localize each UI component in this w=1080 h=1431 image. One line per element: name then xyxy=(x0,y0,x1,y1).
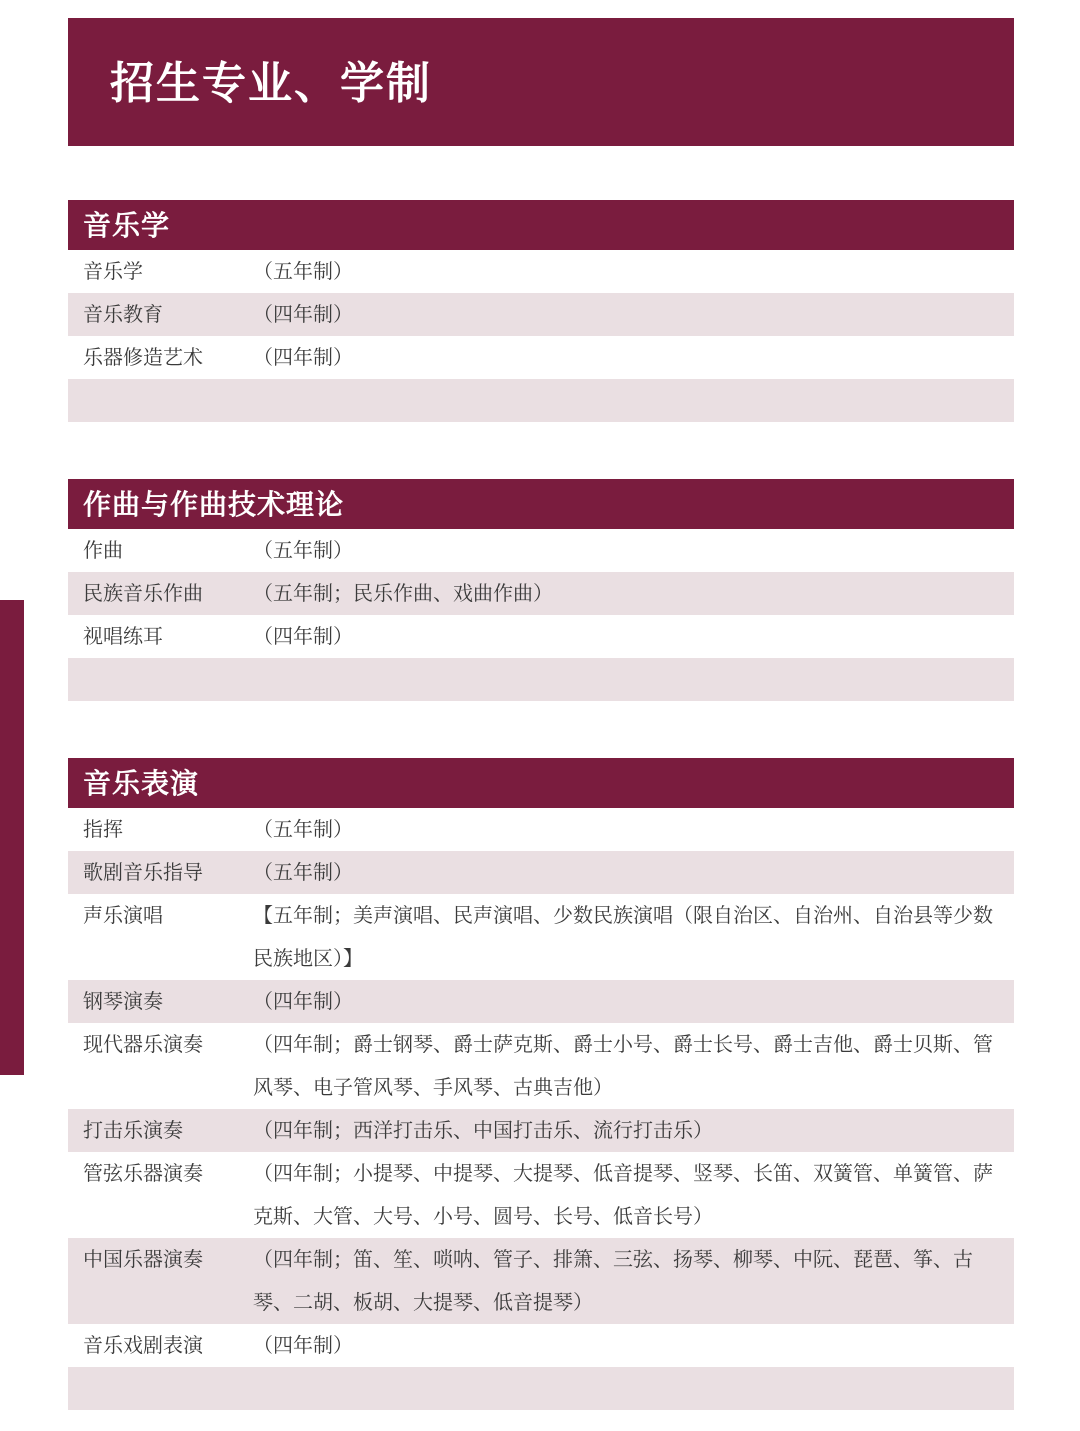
program-name: 打击乐演奏 xyxy=(83,1118,183,1142)
section-title: 作曲与作曲技术理论 xyxy=(68,479,1014,529)
program-duration: （五年制；民乐作曲、戏曲作曲） xyxy=(253,581,553,605)
section-musicology xyxy=(68,200,1014,422)
program-row xyxy=(68,250,1014,293)
program-duration: （四年制） xyxy=(253,302,353,326)
page-title: 招生专业、学制 xyxy=(110,58,432,109)
program-name: 音乐学 xyxy=(83,259,143,283)
program-row xyxy=(68,529,1014,572)
program-name: 歌剧音乐指导 xyxy=(83,860,203,884)
empty-row xyxy=(68,658,1014,701)
program-name: 视唱练耳 xyxy=(83,624,163,648)
program-row xyxy=(68,851,1014,894)
page-header xyxy=(68,18,1014,146)
section-title: 音乐表演 xyxy=(68,758,1014,808)
program-duration: 【五年制；美声演唱、民声演唱、少数民族演唱（限自治区、自治州、自治县等少数民族地区）】 xyxy=(253,903,993,970)
program-row xyxy=(68,336,1014,379)
program-name: 民族音乐作曲 xyxy=(83,581,203,605)
program-duration: （五年制） xyxy=(253,538,353,562)
program-duration: （四年制；小提琴、中提琴、大提琴、低音提琴、竖琴、长笛、双簧管、单簧管、萨克斯、大管、大号、小号、圆号、长号、低音长号） xyxy=(253,1161,993,1228)
program-duration: （五年制） xyxy=(253,817,353,841)
program-name: 音乐教育 xyxy=(83,302,163,326)
program-name: 乐器修造艺术 xyxy=(83,345,203,369)
program-name: 指挥 xyxy=(83,817,123,841)
program-duration: （五年制） xyxy=(253,860,353,884)
section-performance xyxy=(68,758,1014,1410)
program-duration: （四年制；笛、笙、唢呐、管子、排箫、三弦、扬琴、柳琴、中阮、琵琶、筝、古琴、二胡、板胡、大提琴、低音提琴） xyxy=(253,1247,973,1314)
program-name: 管弦乐器演奏 xyxy=(83,1161,203,1185)
program-duration: （四年制） xyxy=(253,624,353,648)
program-row xyxy=(68,808,1014,851)
program-duration: （四年制） xyxy=(253,989,353,1013)
program-duration: （四年制；爵士钢琴、爵士萨克斯、爵士小号、爵士长号、爵士吉他、爵士贝斯、管风琴、电子管风琴、手风琴、古典吉他） xyxy=(253,1032,993,1099)
program-duration: （四年制；西洋打击乐、中国打击乐、流行打击乐） xyxy=(253,1118,713,1142)
section-composition xyxy=(68,479,1014,701)
program-row xyxy=(68,1023,1014,1109)
side-accent-bar xyxy=(0,600,24,1075)
program-row xyxy=(68,615,1014,658)
program-name: 声乐演唱 xyxy=(83,903,163,927)
program-name: 现代器乐演奏 xyxy=(83,1032,203,1056)
program-name: 钢琴演奏 xyxy=(83,989,163,1013)
program-row xyxy=(68,894,1014,980)
program-row xyxy=(68,1238,1014,1324)
program-row xyxy=(68,1152,1014,1238)
program-name: 音乐戏剧表演 xyxy=(83,1333,203,1357)
program-duration: （五年制） xyxy=(253,259,353,283)
program-row xyxy=(68,980,1014,1023)
program-row xyxy=(68,572,1014,615)
empty-row xyxy=(68,379,1014,422)
program-duration: （四年制） xyxy=(253,1333,353,1357)
program-row xyxy=(68,1109,1014,1152)
empty-row xyxy=(68,1367,1014,1410)
program-row xyxy=(68,1324,1014,1367)
program-name: 中国乐器演奏 xyxy=(83,1247,203,1271)
program-name: 作曲 xyxy=(83,538,123,562)
program-duration: （四年制） xyxy=(253,345,353,369)
section-title: 音乐学 xyxy=(68,200,1014,250)
program-row xyxy=(68,293,1014,336)
